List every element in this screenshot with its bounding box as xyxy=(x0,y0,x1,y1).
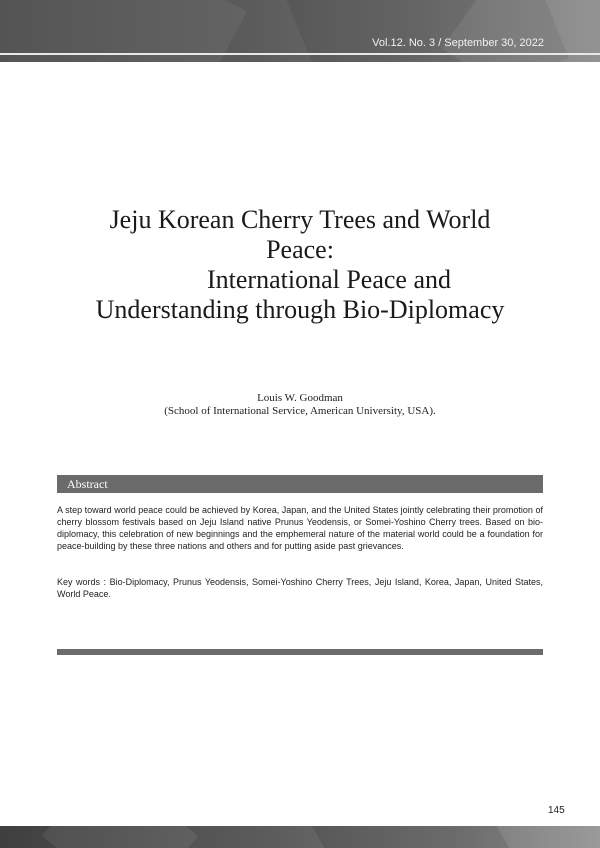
footer-band xyxy=(0,826,600,848)
footer-decoration xyxy=(42,826,198,848)
page-number: 145 xyxy=(548,805,565,816)
footer-decoration xyxy=(311,826,510,848)
keywords xyxy=(57,576,543,600)
author-affiliation: (School of International Service, American University, USA). xyxy=(164,405,436,417)
header-rule xyxy=(0,53,600,55)
abstract-heading: Abstract xyxy=(67,477,108,491)
keywords-label: Key words : xyxy=(57,577,107,587)
title-line: International Peace and xyxy=(207,265,451,294)
keywords-list: Bio-Diplomacy, Prunus Yeodensis, Somei-Yoshino Cherry Trees, Jeju Island, Korea, Japan, United States, World Peace. xyxy=(57,577,543,599)
abstract-text: A step toward world peace could be achieved by Korea, Japan, and the United States jointly celebrating their promotion of cherry blossom festivals based on Jeju Island native Prunus Yeodensis, or Somei-Yoshino Cherry trees. Based on bio-diplomacy, this celebration of new beginnings and the emphemeral nature of the material world could be a foundation for peace-building by these three nations and others and for putting aside past grievances. xyxy=(57,505,543,551)
title-line: Jeju Korean Cherry Trees and World xyxy=(109,205,491,234)
paper-title xyxy=(60,205,540,325)
title-line: Understanding through Bio-Diplomacy xyxy=(95,295,505,324)
author-block xyxy=(60,392,540,418)
issue-info: Vol.12. No. 3 / September 30, 2022 xyxy=(372,37,544,49)
abstract-heading-bar xyxy=(57,475,543,493)
author-name: Louis W. Goodman xyxy=(257,392,343,404)
title-line: Peace: xyxy=(266,235,334,264)
section-divider xyxy=(57,649,543,655)
journal-header-band xyxy=(0,0,600,62)
